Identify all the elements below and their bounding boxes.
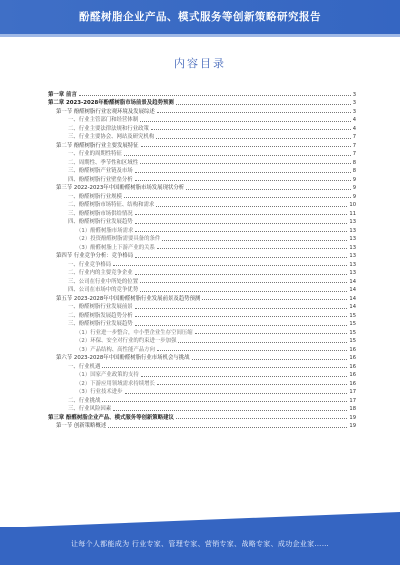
header-bar <box>0 0 400 34</box>
toc-entry[interactable] <box>48 106 356 115</box>
toc-entry-label: 第二节 酚醛树脂行业主要发展特征 <box>56 142 139 149</box>
toc-entry-page: 13 <box>349 244 356 251</box>
toc-entry-label: 二、酚醛树脂发展趋势分析 <box>68 312 133 319</box>
toc-entry-page: 14 <box>349 287 356 293</box>
toc-entry-label: 三、公司在行业中所处的位置 <box>68 278 139 285</box>
toc-entry-page: 16 <box>349 355 356 361</box>
toc-entry-label: 第二章 2023-2028年酚醛树脂市场前景及趋势预测 <box>48 100 174 106</box>
toc-leader-dots <box>135 257 347 258</box>
toc-leader-dots <box>135 316 348 317</box>
toc-entry[interactable] <box>48 251 356 260</box>
toc-entry[interactable] <box>48 319 356 328</box>
toc-entry[interactable] <box>48 276 356 285</box>
toc-leader-dots <box>141 376 348 377</box>
toc-entry-page: 8 <box>352 159 356 166</box>
toc-entry-label: 二、行业内的主要竞争企业 <box>68 270 133 276</box>
toc-entry[interactable] <box>48 98 356 107</box>
toc-entry-label: 四、酚醛树脂行业壁垒分析 <box>68 176 133 183</box>
toc-leader-dots <box>113 265 347 266</box>
toc-entry-page: 3 <box>352 91 356 98</box>
toc-entry-page: 4 <box>352 117 356 123</box>
toc-leader-dots <box>135 325 348 326</box>
toc-leader-dots <box>156 138 350 139</box>
toc-leader-dots <box>140 163 351 164</box>
toc-entry[interactable] <box>48 412 356 421</box>
toc-entry-page: 8 <box>352 168 356 174</box>
toc-entry-page: 7 <box>352 142 356 149</box>
toc-entry-label: 一、行业的周期性特征 <box>68 151 122 157</box>
toc-entry-label: 三、行业风险因素 <box>68 406 112 412</box>
toc-entry-label: （2）下游应用领域需求持续增长 <box>76 380 155 387</box>
toc-leader-dots <box>157 350 347 351</box>
toc-entry-label: 三、行业主要协会、网站及研究机构 <box>68 134 155 140</box>
toc-entry[interactable] <box>48 378 356 387</box>
toc-entry[interactable] <box>48 268 356 277</box>
toc-leader-dots <box>135 214 348 215</box>
toc-entry-page: 3 <box>352 108 356 115</box>
toc-entry-page: 13 <box>349 219 356 225</box>
toc-entry-label: 一、行业竞争格局 <box>68 261 112 268</box>
toc-entry-label: 三、酚醛树脂行业发展趋势 <box>68 321 133 327</box>
toc-entry-page: 9 <box>352 185 356 191</box>
toc-entry[interactable] <box>48 157 356 166</box>
toc-entry-label: 二、行业挑战 <box>68 397 101 404</box>
toc-entry-label: 第一节 酚醛树脂行业宏观环境及发展综述 <box>56 108 155 115</box>
toc-entry-page: 15 <box>349 321 356 327</box>
toc-leader-dots <box>140 291 347 292</box>
toc-entry-label: （2）环保、安全对行业的约束进一步加强 <box>76 338 177 344</box>
toc-leader-dots <box>108 427 347 428</box>
toc-entry-label: 一、行业主管部门和经营体制 <box>68 117 139 123</box>
toc-entry[interactable] <box>48 361 356 370</box>
toc-entry-label: 第三节 2022-2023年中国酚醛树脂市场发展现状分析 <box>56 185 185 191</box>
toc-entry-page: 7 <box>352 134 356 140</box>
toc-leader-dots <box>135 274 348 275</box>
footer-slogan: 让每个人都能成为 行业专家、管理专家、营销专家、战略专家、成功企业家…… <box>70 540 330 548</box>
toc-entry-label: 二、周期性、季节性和区域性 <box>68 159 139 166</box>
toc-entry-page: 16 <box>349 380 356 387</box>
toc-entry-page: 16 <box>349 346 356 353</box>
toc-entry-page: 16 <box>349 372 356 378</box>
toc-leader-dots <box>157 248 347 249</box>
toc-entry-label: 四、公司在市场中的竞争优势 <box>68 287 139 293</box>
toc-entry-page: 18 <box>349 406 356 412</box>
toc-leader-dots <box>156 206 347 207</box>
toc-entry-page: 16 <box>349 363 356 370</box>
toc-entry[interactable] <box>48 370 356 379</box>
toc-leader-dots <box>157 112 351 113</box>
toc-entry-label: 第五节 2023-2028年中国酚醛树脂行业发展前景及趋势预测 <box>56 295 201 302</box>
toc-leader-dots <box>135 231 347 232</box>
footer-accent <box>0 512 400 528</box>
toc-entry[interactable] <box>48 123 356 132</box>
toc-entry-page: 9 <box>352 193 356 200</box>
toc-leader-dots <box>135 223 348 224</box>
toc-entry[interactable] <box>48 166 356 175</box>
toc-entry[interactable] <box>48 174 356 183</box>
toc-leader-dots <box>102 367 347 368</box>
toc-entry-page: 13 <box>349 227 356 234</box>
toc-leader-dots <box>125 393 348 394</box>
toc-leader-dots <box>135 308 348 309</box>
toc-entry-page: 19 <box>349 414 356 421</box>
toc-entry[interactable] <box>48 310 356 319</box>
toc-entry[interactable] <box>48 285 356 294</box>
toc-entry-label: （2）投资酚醛树脂需要具备的条件 <box>76 236 161 242</box>
toc-entry-page: 13 <box>349 270 356 276</box>
table-of-contents <box>48 89 356 429</box>
toc-entry-label: （3）产品结构、高性能产品方向 <box>76 346 155 353</box>
toc-entry-page: 4 <box>352 125 356 132</box>
toc-leader-dots <box>113 410 347 411</box>
toc-entry-page: 14 <box>349 278 356 285</box>
toc-entry[interactable] <box>48 395 356 404</box>
toc-leader-dots <box>124 155 351 156</box>
toc-entry[interactable] <box>48 242 356 251</box>
toc-entry-label: （3）行业技术进步 <box>76 389 123 395</box>
toc-entry[interactable] <box>48 421 356 430</box>
toc-entry-label: 三、酚醛树脂市场供给情况 <box>68 210 133 217</box>
toc-leader-dots <box>176 418 348 419</box>
toc-entry[interactable] <box>48 259 356 268</box>
toc-leader-dots <box>178 342 347 343</box>
toc-entry[interactable] <box>48 404 356 413</box>
toc-leader-dots <box>135 180 351 181</box>
toc-entry-label: 第四节 行业竞争分析：竞争格局 <box>56 253 134 259</box>
toc-entry[interactable] <box>48 115 356 124</box>
toc-entry-page: 17 <box>349 389 356 395</box>
toc-entry-page: 15 <box>349 329 356 336</box>
toc-leader-dots <box>157 384 347 385</box>
toc-entry-label: （1）国家产业政策的支持 <box>76 372 139 378</box>
toc-entry-label: 第一章 前言 <box>48 91 77 98</box>
toc-entry[interactable] <box>48 149 356 158</box>
toc-entry-label: （1）酚醛树脂市场需求 <box>76 227 134 234</box>
toc-entry-page: 7 <box>352 151 356 157</box>
toc-entry-label: 四、酚醛树脂行业发展趋势 <box>68 219 133 225</box>
toc-heading: 内容目录 <box>174 57 226 70</box>
toc-leader-dots <box>195 333 348 334</box>
toc-entry-label: 第三章 酚醛树脂企业产品、模式服务等创新策略建议 <box>48 414 174 421</box>
toc-entry-page: 10 <box>349 202 356 208</box>
toc-entry[interactable] <box>48 183 356 192</box>
toc-leader-dots <box>140 282 347 283</box>
toc-entry-page: 13 <box>349 261 356 268</box>
toc-entry-label: 一、行业机遇 <box>68 363 101 370</box>
toc-entry-page: 9 <box>352 176 356 183</box>
toc-entry[interactable] <box>48 387 356 396</box>
toc-entry-page: 19 <box>349 423 356 429</box>
toc-entry[interactable] <box>48 217 356 226</box>
toc-entry-label: （1）行业进一步整合，中小型企业生存空间压缩 <box>76 329 193 336</box>
toc-entry[interactable] <box>48 208 356 217</box>
toc-leader-dots <box>79 95 351 96</box>
toc-entry-page: 3 <box>352 100 356 106</box>
toc-entry-page: 15 <box>349 312 356 319</box>
toc-entry-label: 一、酚醛树脂行业发展前景 <box>68 304 133 310</box>
toc-leader-dots <box>176 104 351 105</box>
toc-entry-page: 11 <box>349 210 356 217</box>
toc-entry-page: 15 <box>349 338 356 344</box>
toc-entry-label: （3）酚醛树脂上下游产业的关系 <box>76 244 155 251</box>
toc-entry-label: 三、酚醛树脂产业链及市场 <box>68 168 133 174</box>
toc-entry[interactable] <box>48 336 356 345</box>
toc-entry-label: 第六节 2023-2028年中国酚醛树脂行业市场机会与挑战 <box>56 355 190 361</box>
toc-entry-label: 第一节 创新策略概述 <box>56 423 107 429</box>
toc-leader-dots <box>162 240 347 241</box>
toc-leader-dots <box>151 129 351 130</box>
toc-leader-dots <box>140 121 351 122</box>
toc-entry[interactable] <box>48 132 356 141</box>
toc-leader-dots <box>202 299 347 300</box>
toc-entry[interactable] <box>48 293 356 302</box>
toc-entry-label: 一、酚醛树脂行业规模 <box>68 193 122 200</box>
toc-leader-dots <box>102 401 347 402</box>
toc-entry-page: 13 <box>349 253 356 259</box>
toc-entry[interactable] <box>48 302 356 311</box>
toc-leader-dots <box>124 197 351 198</box>
toc-entry[interactable] <box>48 200 356 209</box>
toc-leader-dots <box>186 189 351 190</box>
toc-entry[interactable] <box>48 344 356 353</box>
toc-entry[interactable] <box>48 353 356 362</box>
toc-entry-page: 13 <box>349 236 356 242</box>
toc-entry[interactable] <box>48 234 356 243</box>
toc-entry[interactable] <box>48 191 356 200</box>
toc-leader-dots <box>135 172 351 173</box>
toc-entry-page: 14 <box>349 295 356 302</box>
toc-entry-page: 14 <box>349 304 356 310</box>
toc-leader-dots <box>141 146 351 147</box>
report-title: 酚醛树脂企业产品、模式服务等创新策略研究报告 <box>79 11 321 23</box>
toc-entry-label: 二、酚醛树脂市场特征、结构和需求 <box>68 202 155 208</box>
toc-entry[interactable] <box>48 327 356 336</box>
toc-entry[interactable] <box>48 140 356 149</box>
toc-entry[interactable] <box>48 89 356 98</box>
toc-entry-page: 17 <box>349 397 356 404</box>
toc-entry[interactable] <box>48 225 356 234</box>
toc-leader-dots <box>192 359 348 360</box>
toc-entry-label: 二、行业主要法律法规和行业政策 <box>68 125 149 132</box>
header-stripe <box>0 34 400 37</box>
